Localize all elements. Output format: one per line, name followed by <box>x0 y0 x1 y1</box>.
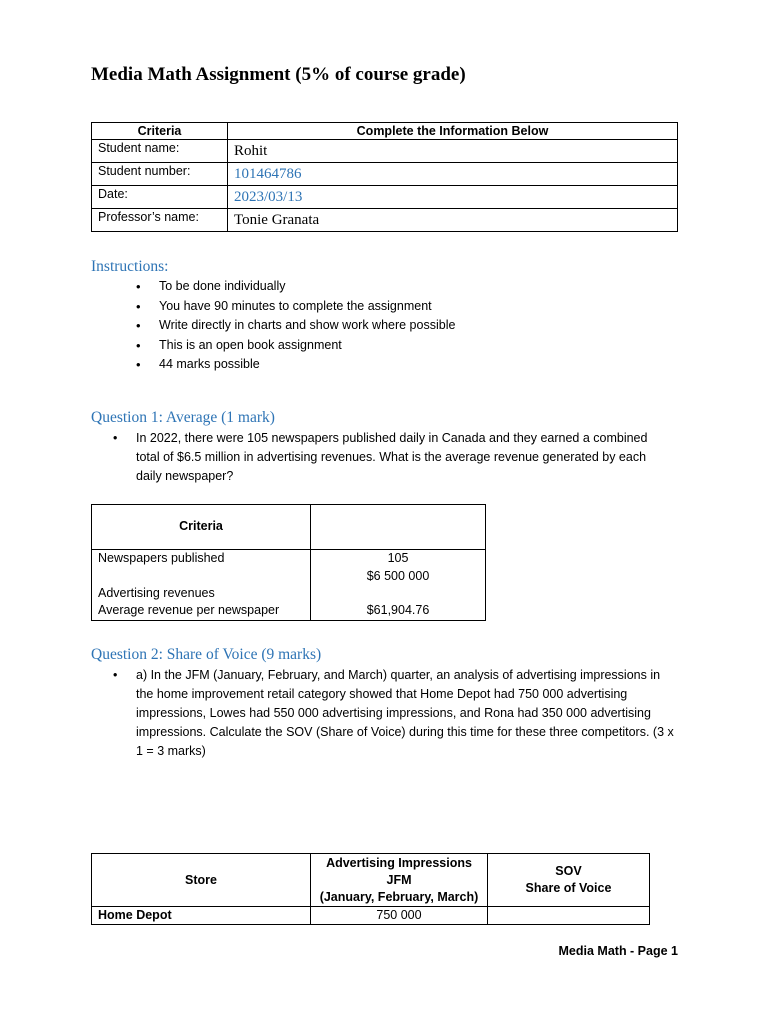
table-header-row <box>92 854 650 907</box>
q1-criteria-header: Criteria <box>92 505 311 550</box>
store-header: Store <box>92 854 311 907</box>
list-item: • This is an open book assignment <box>136 336 455 356</box>
list-item: • You have 90 minutes to complete the assignment <box>136 297 455 317</box>
instructions-heading: Instructions: <box>91 258 169 275</box>
list-item: • 44 marks possible <box>136 355 455 375</box>
complete-info-header: Complete the Information Below <box>228 123 678 140</box>
question1-table <box>91 504 486 621</box>
question2-table <box>91 853 650 925</box>
bullet-icon: • <box>113 431 118 445</box>
date-label: Date: <box>92 186 228 209</box>
document-title: Media Math Assignment (5% of course grade) <box>91 64 466 85</box>
question1-text-block <box>113 429 666 486</box>
average-revenue-label: Average revenue per newspaper <box>98 603 280 617</box>
spacer <box>98 568 304 585</box>
professor-name-value[interactable]: Tonie Granata <box>228 209 678 232</box>
impressions-cell: 750 000 <box>311 907 488 925</box>
sov-header-line2: Share of Voice <box>525 881 612 895</box>
table-row <box>92 209 678 232</box>
bullet-icon: • <box>113 668 118 682</box>
table-row <box>92 163 678 186</box>
impressions-header-line1: Advertising Impressions <box>326 855 472 870</box>
newspapers-published-value: 105 <box>387 551 409 565</box>
date-value[interactable]: 2023/03/13 <box>228 186 678 209</box>
impressions-header-line2: JFM <box>386 872 412 887</box>
advertising-revenues-value: $6 500 000 <box>366 568 430 583</box>
sov-header <box>488 854 650 907</box>
impressions-header <box>311 854 488 907</box>
table-row <box>92 186 678 209</box>
professor-name-label: Professor’s name: <box>92 209 228 232</box>
question1-text: In 2022, there were 105 newspapers published daily in Canada and they earned a combined total of $6.5 million in advertising revenues. What is the average revenue generated by each daily newspaper? <box>136 431 648 483</box>
list-item: • Write directly in charts and show work where possible <box>136 316 455 336</box>
newspapers-published-label: Newspapers published <box>98 551 225 565</box>
student-name-label: Student name: <box>92 140 228 163</box>
student-number-label: Student number: <box>92 163 228 186</box>
student-info-table <box>91 122 678 232</box>
list-item: • To be done individually <box>136 277 455 297</box>
table-row <box>92 550 486 621</box>
q1-labels-cell <box>92 550 311 621</box>
q1-values-cell[interactable] <box>311 550 486 621</box>
question2-text-block <box>113 666 676 761</box>
impressions-header-line3: (January, February, March) <box>319 889 479 904</box>
average-revenue-value: $61,904.76 <box>366 603 430 617</box>
instructions-list <box>136 277 455 375</box>
sov-answer-cell[interactable] <box>488 907 650 925</box>
student-number-value[interactable]: 101464786 <box>228 163 678 186</box>
table-header-row <box>92 505 486 550</box>
spacer <box>317 585 479 602</box>
table-row <box>92 907 650 925</box>
question1-heading: Question 1: Average (1 mark) <box>91 409 275 426</box>
student-name-value[interactable]: Rohit <box>228 140 678 163</box>
table-header-row <box>92 123 678 140</box>
sov-header-line1: SOV <box>555 864 582 878</box>
q1-answer-header-cell <box>311 505 486 550</box>
question2-heading: Question 2: Share of Voice (9 marks) <box>91 646 322 663</box>
page-footer: Media Math - Page 1 <box>558 944 678 958</box>
store-name-cell: Home Depot <box>92 907 311 925</box>
advertising-revenues-label: Advertising revenues <box>98 585 215 600</box>
table-row <box>92 140 678 163</box>
question2-text: a) In the JFM (January, February, and March) quarter, an analysis of advertising impressions in the home improvement retail category showed that Home Depot had 750 000 advertising impressions, Lowes had 550 000 advertising impressions, and Rona had 350 000 advertising impressions. Calculate the SOV (Share of Voice) during this time for these three competitors. (3 x 1 = 3 marks) <box>136 668 674 758</box>
criteria-header: Criteria <box>92 123 228 140</box>
